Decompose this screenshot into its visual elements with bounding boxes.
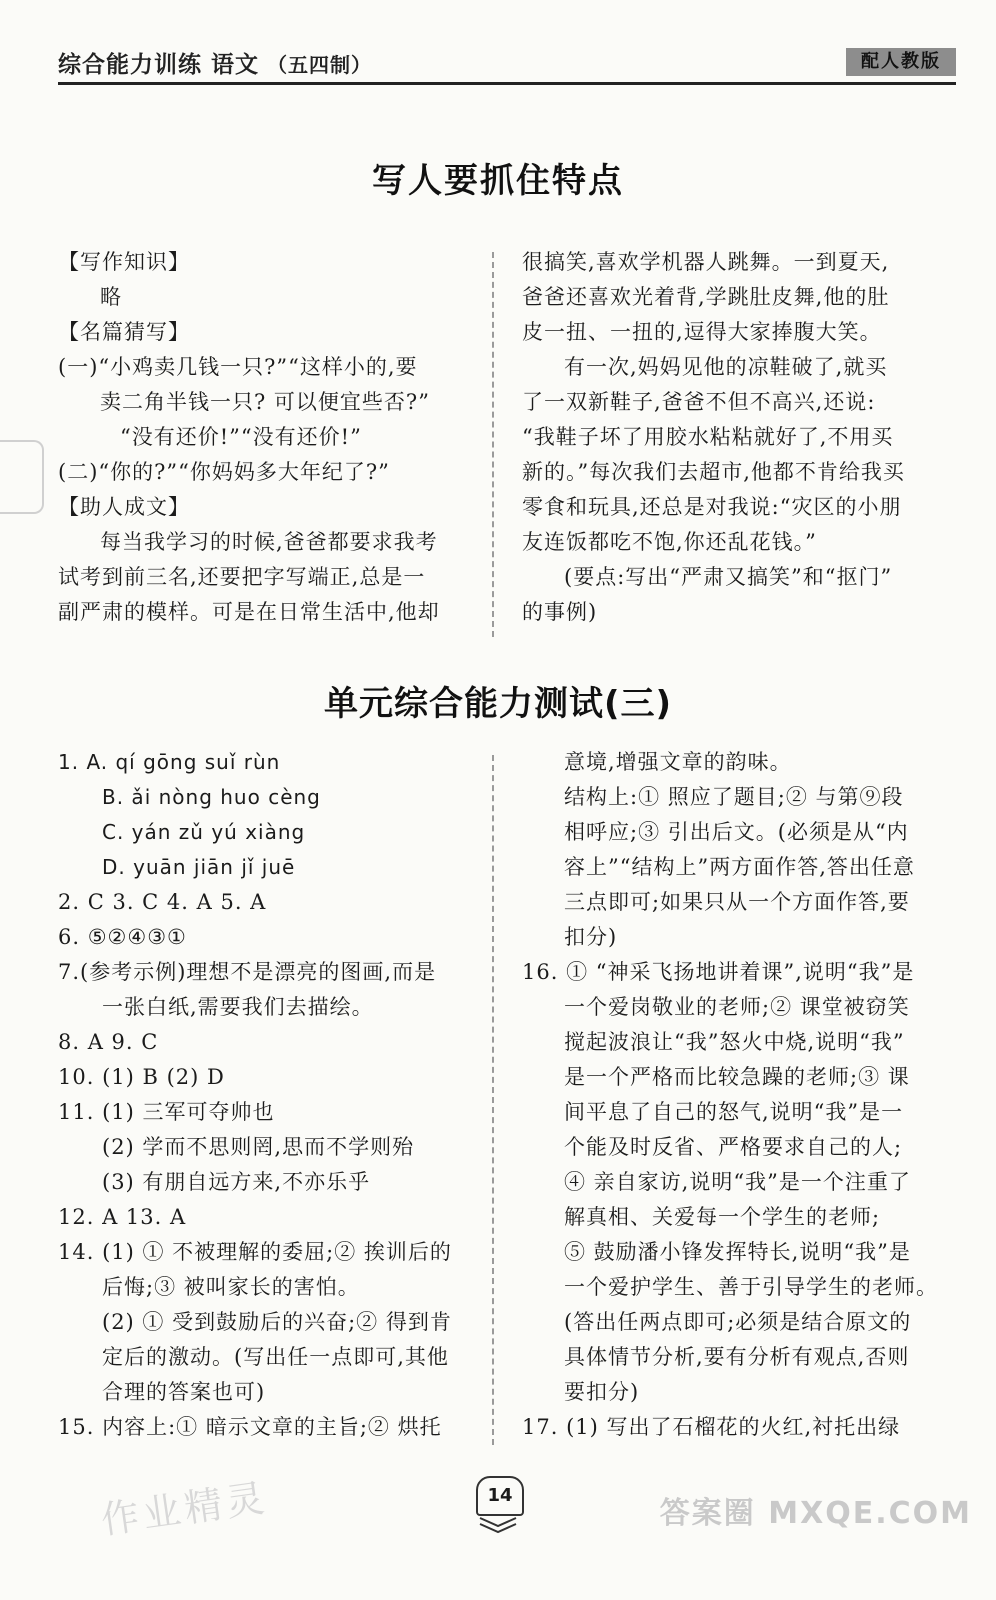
answer-line: ④ 亲自家访,说明“我”是一个注重了 xyxy=(564,1170,911,1194)
chevron-down-icon xyxy=(478,1516,518,1534)
text-line: 爸爸还喜欢光着背,学跳肚皮舞,他的肚 xyxy=(522,285,890,309)
answer-line: 14. (1) ① 不被理解的委屈;② 挨训后的 xyxy=(58,1240,452,1264)
answer-line: 6. ⑤②④③① xyxy=(58,925,187,949)
answer-line: (2) 学而不思则罔,思而不学则殆 xyxy=(102,1135,415,1159)
text-line: 新的。”每次我们去超市,他都不肯给我买 xyxy=(522,460,905,484)
page-number xyxy=(466,1476,530,1536)
answer-line: 一个爱护学生、善于引导学生的老师。 xyxy=(564,1275,938,1299)
text-line: (一)“小鸡卖几钱一只?”“这样小的,要 xyxy=(58,355,418,379)
answer-line: 搅起波浪让“我”怒火中烧,说明“我” xyxy=(564,1030,905,1054)
answer-line: 具体情节分析,要有分析有观点,否则 xyxy=(564,1345,910,1369)
answer-line: 三点即可;如果只从一个方面作答,要 xyxy=(564,890,910,914)
answer-line: 解真相、关爱每一个学生的老师; xyxy=(564,1205,881,1229)
answer-line: 意境,增强文章的韵味。 xyxy=(564,750,792,774)
text-line: 【名篇猜写】 xyxy=(58,320,190,344)
watermark-left: 作业精灵 xyxy=(98,1475,271,1543)
book-title xyxy=(58,46,372,79)
text-line: 零食和玩具,还总是对我说:“灾区的小朋 xyxy=(522,495,902,519)
answer-line: 一张白纸,需要我们去描绘。 xyxy=(102,995,374,1019)
book-title-text: 综合能力训练 语文 xyxy=(58,52,260,78)
edition-label: （五四制） xyxy=(267,53,373,77)
page-number-label: 14 xyxy=(476,1476,524,1516)
answer-line: 相呼应;③ 引出后文。(必须是从“内 xyxy=(564,820,909,844)
answer-line: 定后的激动。(写出任一点即可,其他 xyxy=(102,1345,449,1369)
text-line: 的事例) xyxy=(522,600,598,624)
answer-line: 11. (1) 三军可夺帅也 xyxy=(58,1100,275,1124)
text-line: 有一次,妈妈见他的凉鞋破了,就买 xyxy=(564,355,888,379)
text-line: “我鞋子坏了用胶水粘粘就好了,不用买 xyxy=(522,425,894,449)
text-line: (二)“你的?”“你妈妈多大年纪了?” xyxy=(58,460,390,484)
text-line: 了一双新鞋子,爸爸不但不高兴,还说: xyxy=(522,390,876,414)
answer-line: 8. A 9. C xyxy=(58,1030,159,1054)
text-line: 略 xyxy=(100,285,122,309)
answer-line: C. yán zǔ yú xiàng xyxy=(102,820,306,844)
answer-line: 12. A 13. A xyxy=(58,1205,187,1229)
answer-line: 7.(参考示例)理想不是漂亮的图画,而是 xyxy=(58,960,437,984)
text-line: 每当我学习的时候,爸爸都要求我考 xyxy=(100,530,438,554)
answer-line: B. ǎi nòng huo cèng xyxy=(102,785,321,809)
answer-line: (答出任两点即可;必须是结合原文的 xyxy=(564,1310,912,1334)
section1-left-column xyxy=(58,245,470,630)
column-divider xyxy=(492,755,494,1445)
answer-line: 16. ① “神采飞扬地讲着课”,说明“我”是 xyxy=(522,960,915,984)
section-title-test: 单元综合能力测试(三) xyxy=(323,684,673,724)
margin-stamp xyxy=(0,440,44,514)
text-line: 【助人成文】 xyxy=(58,495,190,519)
answer-line: 后悔;③ 被叫家长的害怕。 xyxy=(102,1275,360,1299)
text-line: 友连饭都吃不饱,你还乱花钱。” xyxy=(522,530,817,554)
text-line: 副严肃的模样。可是在日常生活中,他却 xyxy=(58,600,440,624)
answer-line: (2) ① 受到鼓励后的兴奋;② 得到肯 xyxy=(102,1310,452,1334)
text-line: 卖二角半钱一只? 可以便宜些否?” xyxy=(100,390,430,414)
text-line: (要点:写出“严肃又搞笑”和“抠门” xyxy=(564,565,893,589)
section2-left-column xyxy=(58,745,470,1445)
section2-right-column xyxy=(522,745,938,1445)
section1-right-column xyxy=(522,245,934,630)
answer-line: 一个爱岗敬业的老师;② 课堂被窃笑 xyxy=(564,995,910,1019)
answer-line: 扣分) xyxy=(564,925,618,949)
watermark-right: 答案圈 MXQE.COM xyxy=(659,1496,972,1531)
text-line: 【写作知识】 xyxy=(58,250,190,274)
answer-line: 个能及时反省、严格要求自己的人; xyxy=(564,1135,903,1159)
answer-line: 是一个严格而比较急躁的老师;③ 课 xyxy=(564,1065,910,1089)
answer-line: 10. (1) B (2) D xyxy=(58,1065,225,1089)
column-divider xyxy=(492,252,494,637)
answer-line: 1. A. qí gōng suǐ rùn xyxy=(58,750,281,774)
header-divider xyxy=(58,82,956,85)
text-line: “没有还价!”“没有还价!” xyxy=(120,425,362,449)
edition-badge: 配人教版 xyxy=(846,48,956,76)
answer-line: 15. 内容上:① 暗示文章的主旨;② 烘托 xyxy=(58,1415,442,1439)
answer-line: 间平息了自己的怒气,说明“我”是一 xyxy=(564,1100,904,1124)
answer-line: 17. (1) 写出了石榴花的火红,衬托出绿 xyxy=(522,1415,901,1439)
answer-line: 2. C 3. C 4. A 5. A xyxy=(58,890,267,914)
answer-line: (3) 有朋自远方来,不亦乐乎 xyxy=(102,1170,371,1194)
page-header xyxy=(58,44,956,84)
answer-line: 容上”“结构上”两方面作答,答出任意 xyxy=(564,855,915,879)
answer-line: 结构上:① 照应了题目;② 与第⑨段 xyxy=(564,785,904,809)
answer-line: ⑤ 鼓励潘小锋发挥特长,说明“我”是 xyxy=(564,1240,911,1264)
text-line: 很搞笑,喜欢学机器人跳舞。一到夏天, xyxy=(522,250,890,274)
text-line: 皮一扭、一扭的,逗得大家捧腹大笑。 xyxy=(522,320,882,344)
answer-line: 合理的答案也可) xyxy=(102,1380,266,1404)
text-line: 试考到前三名,还要把字写端正,总是一 xyxy=(58,565,426,589)
section-title-writing: 写人要抓住特点 xyxy=(372,161,624,201)
answer-line: 要扣分) xyxy=(564,1380,640,1404)
answer-line: D. yuān jiān jǐ juē xyxy=(102,855,296,879)
